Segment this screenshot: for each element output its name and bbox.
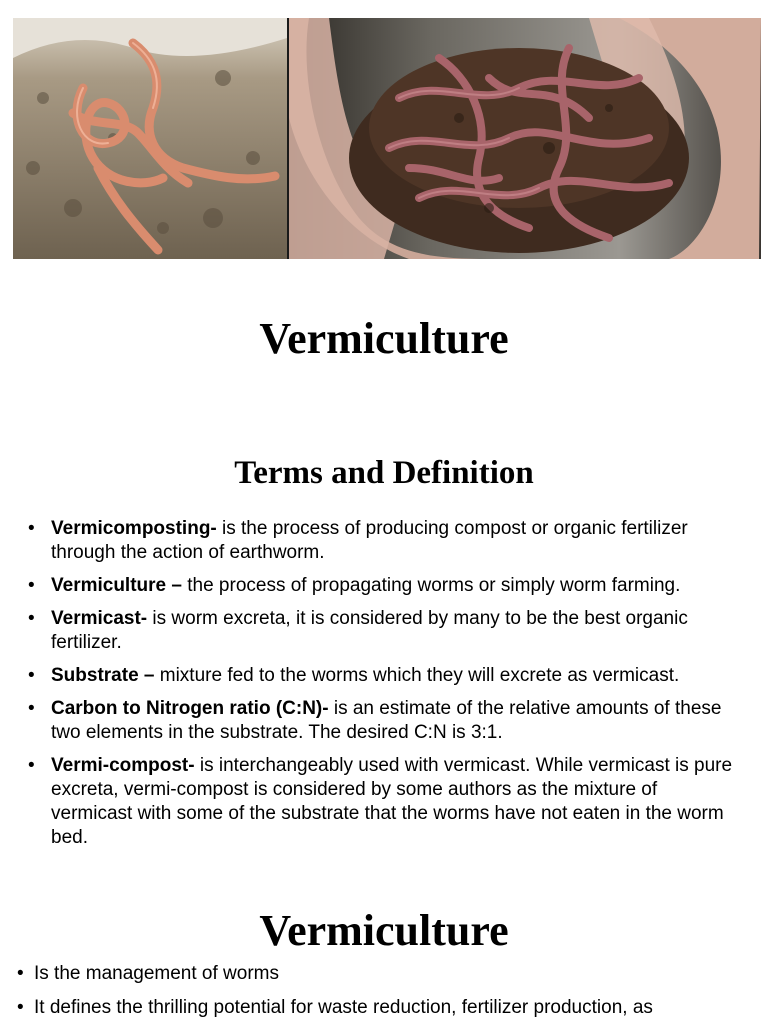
definition-term: Substrate – bbox=[51, 665, 155, 686]
definition-item bbox=[26, 754, 741, 850]
definition-text: is an estimate of the relative amounts of these two elements in the substrate. The desired C:N is 3:1. bbox=[51, 698, 722, 743]
definition-term: Vermi-compost- bbox=[51, 755, 195, 776]
definitions-list bbox=[26, 517, 741, 859]
bullet-item: • Is the management of worms bbox=[14, 962, 754, 986]
definition-text: is the process of producing compost or organic fertilizer through the action of earthworm. bbox=[51, 518, 688, 563]
slide-title-vermiculture: Vermiculture bbox=[259, 314, 509, 363]
bullet-item: • It defines the thrilling potential for waste reduction, fertilizer production, as bbox=[14, 996, 754, 1020]
definition-term: Vermicomposting- bbox=[51, 518, 217, 539]
section-title-vermiculture: Vermiculture bbox=[259, 906, 509, 955]
definition-item bbox=[26, 607, 741, 655]
definition-item bbox=[26, 574, 741, 598]
definition-term: Carbon to Nitrogen ratio (C:N)- bbox=[51, 698, 329, 719]
terms-heading: Terms and Definition bbox=[234, 455, 534, 491]
definition-term: Vermiculture – bbox=[51, 575, 182, 596]
header-photos bbox=[13, 18, 761, 259]
definition-item bbox=[26, 664, 741, 688]
definition-item bbox=[26, 517, 741, 565]
definition-term: Vermicast- bbox=[51, 608, 148, 629]
earthworms-on-soil-image bbox=[13, 18, 289, 259]
definition-text: is interchangeably used with vermicast. While vermicast is pure excreta, vermi-compost is considered by some authors as the mixture of vermicast with some of the substrate that the worms have not eaten in the worm bed. bbox=[51, 755, 733, 848]
vermiculture-bullets bbox=[14, 962, 754, 1030]
definition-text: mixture fed to the worms which they will excrete as vermicast. bbox=[154, 665, 680, 686]
definition-text: is worm excreta, it is considered by many to be the best organic fertilizer. bbox=[51, 608, 688, 653]
hands-with-worms-image bbox=[289, 18, 761, 259]
definition-item bbox=[26, 697, 741, 745]
definition-text: the process of propagating worms or simply worm farming. bbox=[181, 575, 681, 596]
